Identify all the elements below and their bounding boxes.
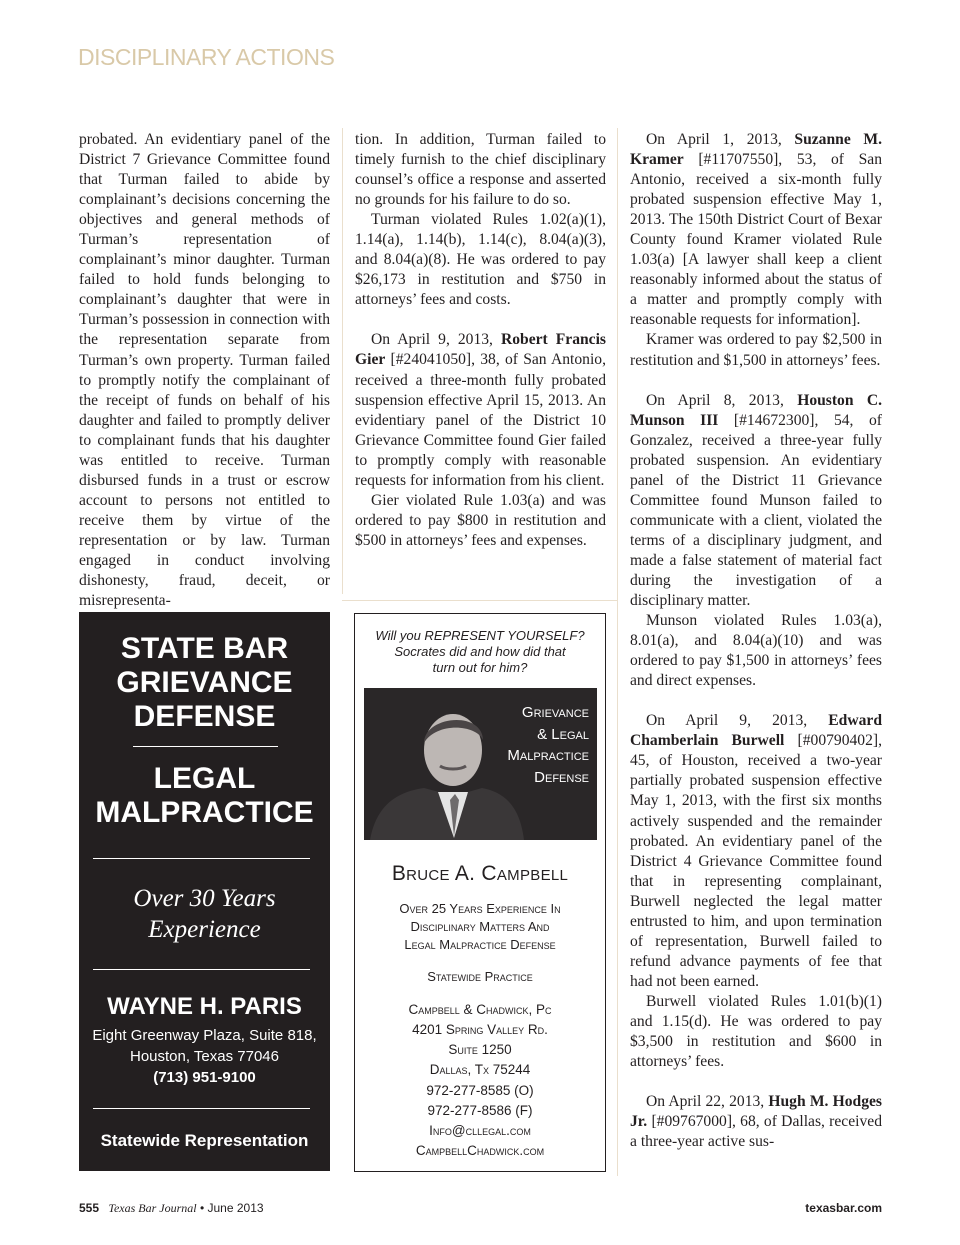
ad-experience: Over 25 Years Experience In Disciplinary Matters And Legal Malpractice Defense	[399, 901, 561, 952]
ad-attorney-name: WAYNE H. PARIS	[107, 993, 302, 1020]
munson-entry: On April 8, 2013, Houston C. Munson III [#14672300], 54, of Gonzalez, received a three-year fully probated suspension. An evidentiary panel of the District 11 Grievance Committee found Munson failed to communicate with a client, violated the terms of a disciplinary judgment, and made a false statement of material fact during the investigation of a disciplinary matter.	[630, 391, 882, 610]
ad-divider	[93, 858, 310, 859]
ad-attorney-name: Bruce A. Campbell	[391, 862, 569, 885]
ad-street: 4201 Spring Valley Rd.	[412, 1022, 548, 1037]
ad-phones	[355, 1081, 605, 1161]
footer-bullet: •	[199, 1201, 205, 1215]
paris-advertisement	[79, 612, 330, 1171]
section-title: DISCIPLINARY ACTIONS	[78, 44, 335, 70]
ad-contact	[355, 1000, 605, 1080]
article-column-3	[630, 130, 882, 1152]
article-paragraph: Gier violated Rule 1.03(a) and was ordered to pay $800 in restitution and $500 in attorneys’ fees and expenses.	[355, 491, 606, 549]
column-rule	[617, 128, 618, 1176]
ad-phone-fax: 972-277-8586 (F)	[427, 1103, 533, 1118]
hodges-entry: On April 22, 2013, Hugh M. Hodges Jr. [#09767000], 68, of Dallas, received a three-year active sus-	[630, 1093, 882, 1151]
ad-practice: Statewide Practice	[427, 969, 533, 984]
article-paragraph: probated. An evidentiary panel of the District 7 Grievance Committee found that Turman failed to abide by complainant’s decisions concerning the objectives and general methods of Turman’s representation of complainant’s minor daughter. Turman failed to hold funds belonging to complainant’s daughter that were in Turman’s possession in connection with the representation separate from Turman’s own property. Turman failed to promptly notify the complainant of the receipt of funds on behalf of his daughter and failed to promptly deliver to complainant funds that his daughter was entitled to receive. Turman disbursed funds in a trust or escrow account to persons not entitled to receive them by virtue of the representation or by law. Turman engaged in conduct involving dishonesty, fraud, deceit, or misrepresenta-	[79, 131, 330, 610]
article-paragraph: Kramer was ordered to pay $2,500 in restitution and $1,500 in attorneys’ fees.	[630, 331, 882, 369]
ad-question: Will you REPRESENT YOURSELF? Socrates did and how did that turn out for him?	[375, 628, 585, 675]
ad-tagline: Statewide Representation	[100, 1131, 309, 1150]
footer-left	[79, 1201, 264, 1216]
ad-experience: Over 30 Years Experience	[133, 885, 276, 943]
attorney-photo	[364, 688, 597, 840]
ad-suite: Suite 1250	[448, 1042, 512, 1057]
horizontal-rule	[342, 600, 618, 601]
footer-site: texasbar.com	[805, 1201, 882, 1215]
ad-specialty: Grievance & Legal Malpractice Defense	[507, 704, 589, 786]
ad-website: CampbellChadwick.com	[415, 1143, 545, 1158]
attorney-name: Houston C. Munson III	[630, 391, 882, 429]
campbell-advertisement	[354, 613, 606, 1172]
burwell-entry: On April 9, 2013, Edward Chamberlain Burwell [#00790402], 45, of Houston, received a two-year partially probated suspension effective May 1, 2013, with the first six months actively suspended and the remainder probated. An evidentiary panel of the District 4 Grievance Committee found that in representing complainant, Burwell neglected the legal matter entrusted to him, and upon termination of representation, Burwell failed to refund advance payments of fee that had not been earned.	[630, 712, 882, 990]
article-paragraph: Burwell violated Rules 1.01(b)(1) and 1.15(d). He was ordered to pay $3,500 in restitution and $600 in attorneys’ fees.	[630, 992, 882, 1071]
article-paragraph: Turman violated Rules 1.02(a)(1), 1.14(a), 1.14(b), 1.14(c), 8.04(a)(3), and 8.04(a)(8). He was ordered to pay $26,173 in restitution and $750 in attorneys’ fees and costs.	[355, 211, 606, 309]
ad-divider	[93, 1108, 310, 1109]
ad-phone-office: 972-277-8585 (O)	[426, 1083, 534, 1098]
journal-name: Texas Bar Journal	[108, 1201, 197, 1215]
ad-address: Eight Greenway Plaza, Suite 818, Houston, Texas 77046 (713) 951-9100	[79, 1025, 330, 1088]
ad-divider	[93, 969, 310, 970]
attorney-name: Hugh M. Hodges Jr.	[630, 1093, 882, 1131]
article-column-1	[79, 130, 330, 611]
gier-entry: On April 9, 2013, Robert Francis Gier [#24041050], 38, of San Antonio, received a three-month fully probated suspension effective April 15, 2013. An evidentiary panel of the District 10 Grievance Committee found Gier failed to promptly comply with reasonable requests for information from his client.	[355, 331, 606, 489]
ad-divider	[133, 746, 278, 747]
article-paragraph: tion. In addition, Turman failed to timely furnish to the chief disciplinary counsel’s office a response and asserted no grounds for his failure to do so.	[355, 131, 606, 209]
attorney-name: Robert Francis Gier	[355, 331, 606, 369]
attorney-name: Suzanne M. Kramer	[630, 131, 882, 169]
issue-date: June 2013	[207, 1201, 264, 1215]
ad-headline-2: LEGAL MALPRACTICE	[95, 762, 314, 829]
column-rule	[342, 128, 343, 594]
kramer-entry: On April 1, 2013, Suzanne M. Kramer [#11707550], 53, of San Antonio, received a six-month fully probated suspension effective May 1, 2013. The 150th District Court of Bexar County found Kramer violated Rule 1.03(a) [A lawyer shall keep a client reasonably informed about the status of a matter and promptly comply with reasonable requests for information].	[630, 131, 882, 329]
ad-headline: STATE BAR GRIEVANCE DEFENSE	[116, 632, 293, 733]
article-paragraph: Munson violated Rules 1.03(a), 8.01(a), and 8.04(a)(10) and was ordered to pay $1,500 in attorneys’ fees and direct expenses.	[630, 612, 882, 690]
article-column-2	[355, 130, 606, 551]
ad-phone: (713) 951-9100	[153, 1069, 256, 1086]
attorney-name: Edward Chamberlain Burwell	[630, 712, 882, 750]
ad-city: Dallas, Tx 75244	[429, 1062, 531, 1077]
ad-email: Info@cllegal.com	[429, 1123, 531, 1138]
page-number: 555	[79, 1201, 100, 1215]
ad-firm: Campbell & Chadwick, Pc	[408, 1002, 552, 1017]
